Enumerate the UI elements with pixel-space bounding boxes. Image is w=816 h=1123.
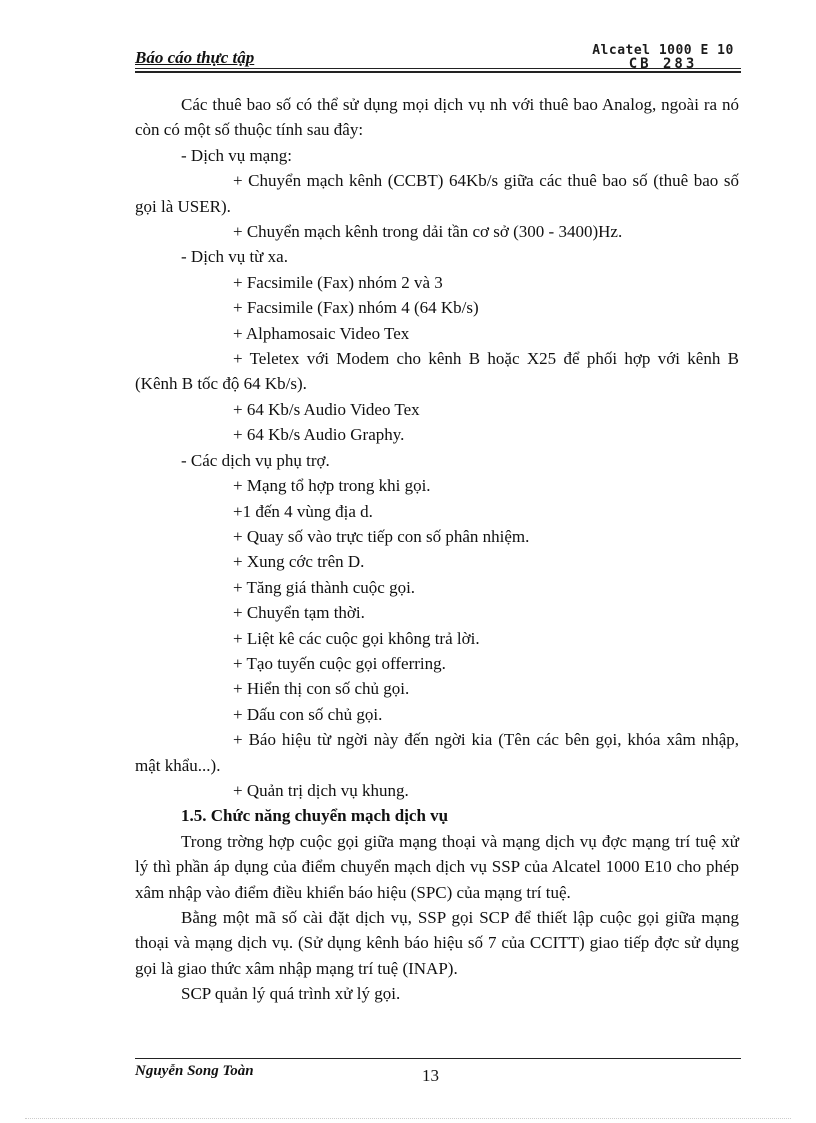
paragraph: + Quản trị dịch vụ khung. [233,780,409,800]
paragraph: + Chuyển tạm thời. [233,603,365,623]
page-bottom-border [25,1118,791,1119]
paragraph: + Teletex với Modem cho kênh B hoặc X25 để phối hợp với kênh B (Kênh B tốc độ 64 Kb/s). [135,349,739,394]
paragraph: + Báo hiệu từ ngời này đến ngời kia (Tên các bên gọi, khóa xâm nhập, mật khẩu...). [135,730,739,775]
document-body [135,92,739,1007]
paragraph: + Quay số vào trực tiếp con số phân nhiệm. [233,526,530,546]
paragraph: + Mạng tổ hợp trong khi gọi. [233,476,431,496]
paragraph: + Facsimile (Fax) nhóm 2 và 3 [233,272,443,292]
header-rule-thick [135,71,741,73]
paragraph: Các thuê bao số có thể sử dụng mọi dịch vụ nh với thuê bao Analog, ngoài ra nó còn có một số thuộc tính sau đây: [135,95,739,140]
footer-rule [135,1058,741,1059]
page-number: 13 [422,1066,439,1085]
paragraph: + Alphamosaic Video Tex [233,323,410,343]
paragraph: +1 đến 4 vùng địa d. [233,501,373,521]
paragraph: - Dịch vụ mạng: [181,145,292,165]
paragraph: + Liệt kê các cuộc gọi không trả lời. [233,628,480,648]
paragraph: Trong trờng hợp cuộc gọi giữa mạng thoại và mạng dịch vụ đợc mạng trí tuệ xử lý thì phần áp dụng của điểm chuyển mạch dịch vụ SSP của Alcatel 1000 E10 cho phép xâm nhập vào điểm điều khiển báo hiệu (SPC) của mạng trí tuệ. [135,831,739,902]
logo-line-1: Alcatel 1000 E 10 [592,43,734,58]
paragraph: SCP quản lý quá trình xử lý gọi. [181,984,401,1004]
header-rule [135,68,741,69]
paragraph: + 64 Kb/s Audio Graphy. [233,425,405,445]
header-title: Báo cáo thực tập [135,48,255,67]
paragraph: + Dấu con số chủ gọi. [233,704,383,724]
section-heading: 1.5. Chức năng chuyển mạch dịch vụ [181,806,449,826]
paragraph: - Các dịch vụ phụ trợ. [181,450,330,470]
paragraph: + Chuyển mạch kênh trong dải tần cơ sở (300 - 3400)Hz. [233,222,623,242]
paragraph: - Dịch vụ từ xa. [181,247,288,267]
paragraph: + Xung cớc trên D. [233,552,365,572]
paragraph: Bằng một mã số cài đặt dịch vụ, SSP gọi SCP để thiết lập cuộc gọi giữa mạng thoại và mạng dịch vụ. (Sử dụng kênh báo hiệu số 7 của CCITT) giao tiếp đợc sử dụng gọi là giao thức xâm nhập mạng trí tuệ (INAP). [135,908,739,978]
alcatel-logo [583,44,743,70]
logo-line-2: CB 283 [628,56,698,72]
paragraph: + Facsimile (Fax) nhóm 4 (64 Kb/s) [233,298,479,318]
paragraph: + Tăng giá thành cuộc gọi. [233,577,416,597]
footer-author: Nguyễn Song Toàn [135,1063,254,1079]
paragraph: + Tạo tuyến cuộc gọi offerring. [233,653,446,673]
paragraph: + 64 Kb/s Audio Video Tex [233,399,420,419]
paragraph: + Chuyển mạch kênh (CCBT) 64Kb/s giữa các thuê bao số (thuê bao số gọi là USER). [135,171,739,216]
paragraph: + Hiển thị con số chủ gọi. [233,679,410,699]
